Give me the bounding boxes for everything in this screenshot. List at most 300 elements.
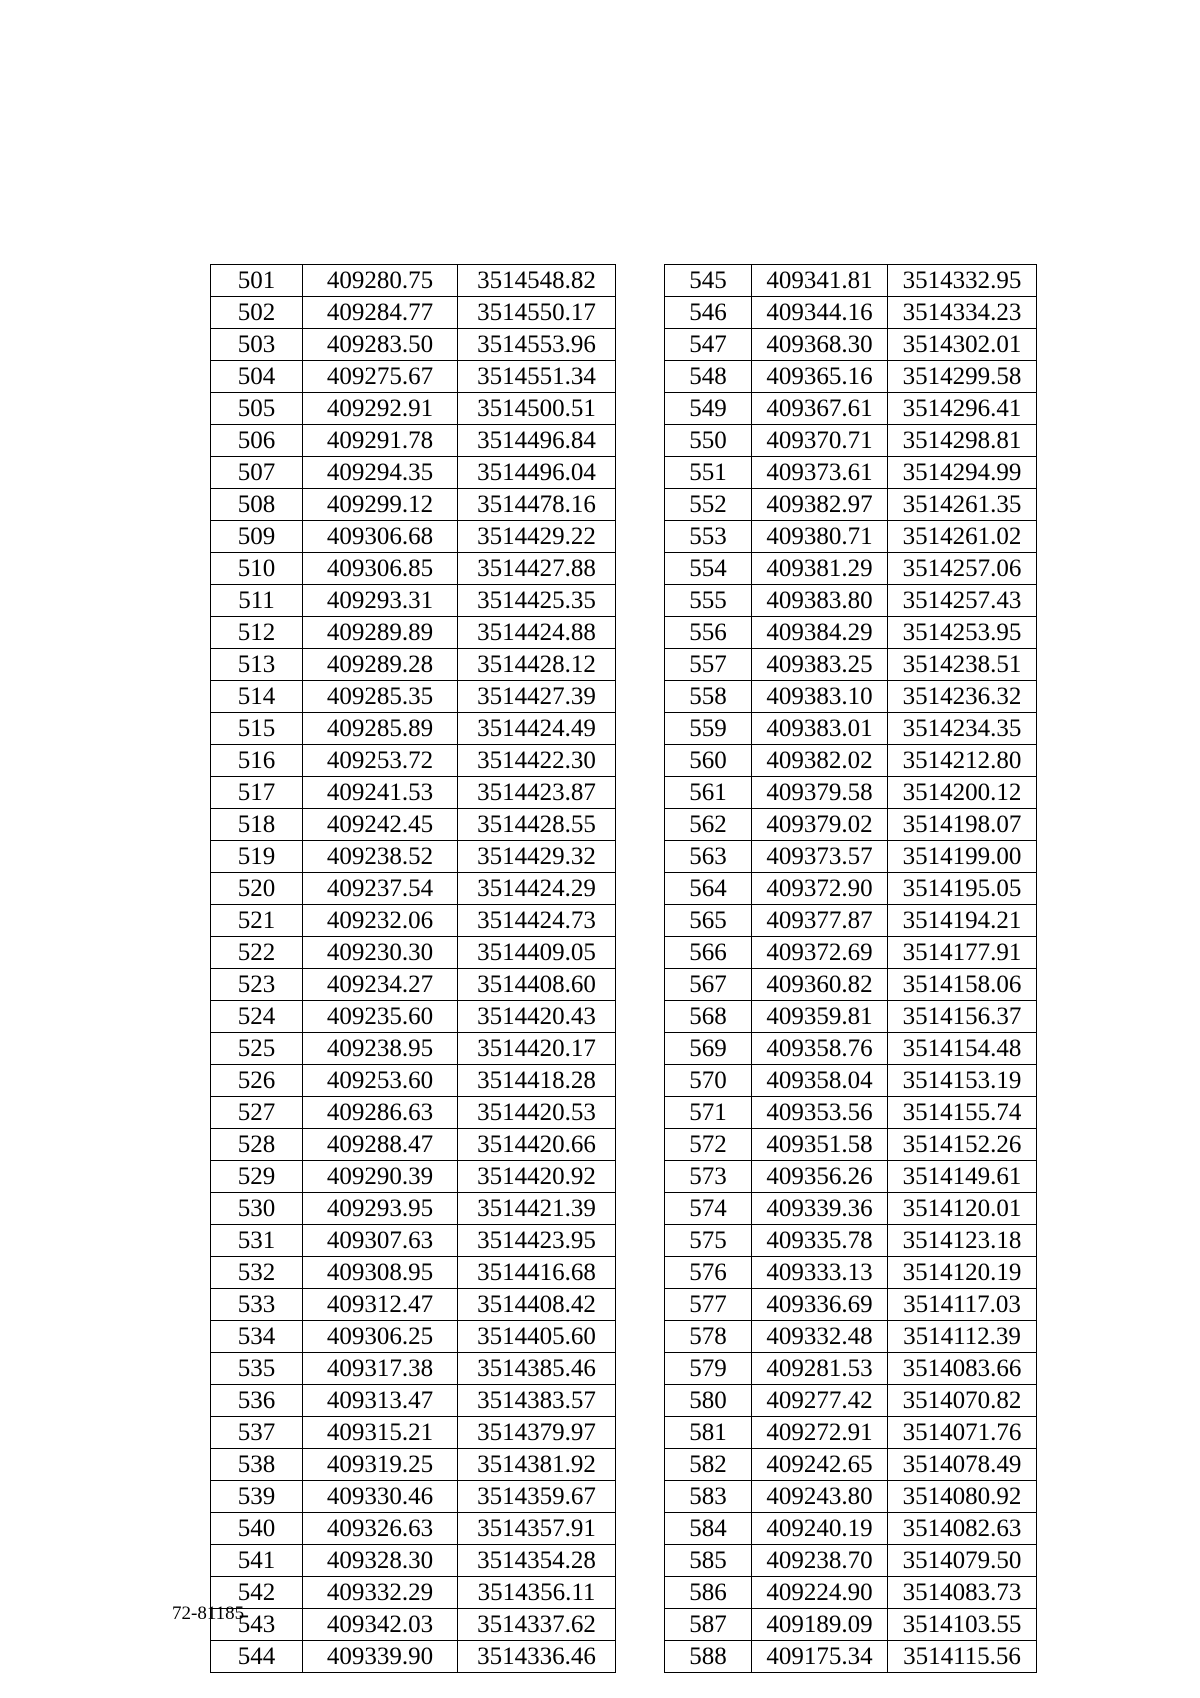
point-number-cell: 516 (211, 745, 303, 777)
x-coordinate-cell: 409341.81 (752, 265, 888, 297)
table-row (211, 457, 616, 489)
x-coordinate-cell: 409381.29 (752, 553, 888, 585)
y-coordinate-cell: 3514420.53 (458, 1097, 616, 1129)
y-coordinate-cell: 3514420.92 (458, 1161, 616, 1193)
table-row (665, 969, 1037, 1001)
x-coordinate-cell: 409315.21 (303, 1417, 458, 1449)
table-row (665, 617, 1037, 649)
y-coordinate-cell: 3514253.95 (888, 617, 1037, 649)
point-number-cell: 519 (211, 841, 303, 873)
point-number-cell: 515 (211, 713, 303, 745)
point-number-cell: 511 (211, 585, 303, 617)
point-number-cell: 559 (665, 713, 752, 745)
table-row (211, 1193, 616, 1225)
point-number-cell: 524 (211, 1001, 303, 1033)
table-row (665, 1641, 1037, 1673)
point-number-cell: 525 (211, 1033, 303, 1065)
point-number-cell: 579 (665, 1353, 752, 1385)
y-coordinate-cell: 3514383.57 (458, 1385, 616, 1417)
y-coordinate-cell: 3514195.05 (888, 873, 1037, 905)
x-coordinate-cell: 409238.95 (303, 1033, 458, 1065)
y-coordinate-cell: 3514424.49 (458, 713, 616, 745)
table-row (665, 1033, 1037, 1065)
point-number-cell: 567 (665, 969, 752, 1001)
point-number-cell: 569 (665, 1033, 752, 1065)
point-number-cell: 572 (665, 1129, 752, 1161)
y-coordinate-cell: 3514156.37 (888, 1001, 1037, 1033)
table-row (665, 489, 1037, 521)
table-row (211, 1449, 616, 1481)
x-coordinate-cell: 409382.97 (752, 489, 888, 521)
table-row (211, 1033, 616, 1065)
x-coordinate-cell: 409235.60 (303, 1001, 458, 1033)
y-coordinate-cell: 3514078.49 (888, 1449, 1037, 1481)
table-row (665, 361, 1037, 393)
x-coordinate-cell: 409289.89 (303, 617, 458, 649)
point-number-cell: 585 (665, 1545, 752, 1577)
point-number-cell: 570 (665, 1065, 752, 1097)
point-number-cell: 534 (211, 1321, 303, 1353)
point-number-cell: 531 (211, 1225, 303, 1257)
y-coordinate-cell: 3514083.73 (888, 1577, 1037, 1609)
table-row (665, 1225, 1037, 1257)
y-coordinate-cell: 3514428.12 (458, 649, 616, 681)
point-number-cell: 513 (211, 649, 303, 681)
y-coordinate-cell: 3514154.48 (888, 1033, 1037, 1065)
y-coordinate-cell: 3514261.35 (888, 489, 1037, 521)
x-coordinate-cell: 409356.26 (752, 1161, 888, 1193)
y-coordinate-cell: 3514420.17 (458, 1033, 616, 1065)
y-coordinate-cell: 3514429.32 (458, 841, 616, 873)
x-coordinate-cell: 409380.71 (752, 521, 888, 553)
y-coordinate-cell: 3514356.11 (458, 1577, 616, 1609)
x-coordinate-cell: 409384.29 (752, 617, 888, 649)
y-coordinate-cell: 3514425.35 (458, 585, 616, 617)
point-number-cell: 532 (211, 1257, 303, 1289)
x-coordinate-cell: 409353.56 (752, 1097, 888, 1129)
point-number-cell: 564 (665, 873, 752, 905)
y-coordinate-cell: 3514420.43 (458, 1001, 616, 1033)
y-coordinate-cell: 3514152.26 (888, 1129, 1037, 1161)
point-number-cell: 565 (665, 905, 752, 937)
x-coordinate-cell: 409328.30 (303, 1545, 458, 1577)
table-row (665, 1577, 1037, 1609)
table-row (211, 553, 616, 585)
point-number-cell: 581 (665, 1417, 752, 1449)
point-number-cell: 558 (665, 681, 752, 713)
table-row (211, 1417, 616, 1449)
y-coordinate-cell: 3514427.88 (458, 553, 616, 585)
table-row (211, 1481, 616, 1513)
y-coordinate-cell: 3514553.96 (458, 329, 616, 361)
y-coordinate-cell: 3514408.60 (458, 969, 616, 1001)
y-coordinate-cell: 3514149.61 (888, 1161, 1037, 1193)
point-number-cell: 521 (211, 905, 303, 937)
x-coordinate-cell: 409293.31 (303, 585, 458, 617)
y-coordinate-cell: 3514112.39 (888, 1321, 1037, 1353)
point-number-cell: 504 (211, 361, 303, 393)
point-number-cell: 518 (211, 809, 303, 841)
table-row (211, 617, 616, 649)
point-number-cell: 506 (211, 425, 303, 457)
x-coordinate-cell: 409379.58 (752, 777, 888, 809)
table-row (211, 777, 616, 809)
table-row (211, 681, 616, 713)
point-number-cell: 552 (665, 489, 752, 521)
y-coordinate-cell: 3514117.03 (888, 1289, 1037, 1321)
table-row (665, 713, 1037, 745)
y-coordinate-cell: 3514120.19 (888, 1257, 1037, 1289)
point-number-cell: 587 (665, 1609, 752, 1641)
y-coordinate-cell: 3514424.88 (458, 617, 616, 649)
point-number-cell: 537 (211, 1417, 303, 1449)
point-number-cell: 584 (665, 1513, 752, 1545)
x-coordinate-cell: 409284.77 (303, 297, 458, 329)
x-coordinate-cell: 409243.80 (752, 1481, 888, 1513)
point-number-cell: 530 (211, 1193, 303, 1225)
x-coordinate-cell: 409242.45 (303, 809, 458, 841)
x-coordinate-cell: 409365.16 (752, 361, 888, 393)
point-number-cell: 556 (665, 617, 752, 649)
x-coordinate-cell: 409370.71 (752, 425, 888, 457)
table-row (665, 1257, 1037, 1289)
x-coordinate-cell: 409293.95 (303, 1193, 458, 1225)
table-row (211, 745, 616, 777)
table-row (211, 585, 616, 617)
table-row (211, 297, 616, 329)
point-number-cell: 512 (211, 617, 303, 649)
table-row (211, 937, 616, 969)
point-number-cell: 535 (211, 1353, 303, 1385)
point-number-cell: 560 (665, 745, 752, 777)
x-coordinate-cell: 409289.28 (303, 649, 458, 681)
point-number-cell: 582 (665, 1449, 752, 1481)
point-number-cell: 510 (211, 553, 303, 585)
point-number-cell: 562 (665, 809, 752, 841)
y-coordinate-cell: 3514334.23 (888, 297, 1037, 329)
point-number-cell: 544 (211, 1641, 303, 1673)
x-coordinate-cell: 409382.02 (752, 745, 888, 777)
x-coordinate-cell: 409379.02 (752, 809, 888, 841)
y-coordinate-cell: 3514423.87 (458, 777, 616, 809)
table-row (665, 649, 1037, 681)
x-coordinate-cell: 409306.68 (303, 521, 458, 553)
x-coordinate-cell: 409241.53 (303, 777, 458, 809)
y-coordinate-cell: 3514200.12 (888, 777, 1037, 809)
point-number-cell: 526 (211, 1065, 303, 1097)
x-coordinate-cell: 409275.67 (303, 361, 458, 393)
point-number-cell: 574 (665, 1193, 752, 1225)
y-coordinate-cell: 3514177.91 (888, 937, 1037, 969)
point-number-cell: 533 (211, 1289, 303, 1321)
y-coordinate-cell: 3514158.06 (888, 969, 1037, 1001)
y-coordinate-cell: 3514261.02 (888, 521, 1037, 553)
y-coordinate-cell: 3514238.51 (888, 649, 1037, 681)
x-coordinate-cell: 409286.63 (303, 1097, 458, 1129)
table-row (665, 1545, 1037, 1577)
table-row (211, 489, 616, 521)
x-coordinate-cell: 409319.25 (303, 1449, 458, 1481)
x-coordinate-cell: 409224.90 (752, 1577, 888, 1609)
table-row (211, 841, 616, 873)
table-row (211, 425, 616, 457)
y-coordinate-cell: 3514070.82 (888, 1385, 1037, 1417)
point-number-cell: 536 (211, 1385, 303, 1417)
x-coordinate-cell: 409307.63 (303, 1225, 458, 1257)
point-number-cell: 547 (665, 329, 752, 361)
point-number-cell: 502 (211, 297, 303, 329)
y-coordinate-cell: 3514198.07 (888, 809, 1037, 841)
point-number-cell: 554 (665, 553, 752, 585)
x-coordinate-cell: 409373.57 (752, 841, 888, 873)
x-coordinate-cell: 409306.25 (303, 1321, 458, 1353)
coordinate-table-right (664, 264, 1037, 1673)
table-row (211, 329, 616, 361)
y-coordinate-cell: 3514428.55 (458, 809, 616, 841)
y-coordinate-cell: 3514234.35 (888, 713, 1037, 745)
table-row (211, 873, 616, 905)
y-coordinate-cell: 3514332.95 (888, 265, 1037, 297)
table-row (665, 297, 1037, 329)
y-coordinate-cell: 3514257.06 (888, 553, 1037, 585)
x-coordinate-cell: 409288.47 (303, 1129, 458, 1161)
point-number-cell: 514 (211, 681, 303, 713)
y-coordinate-cell: 3514194.21 (888, 905, 1037, 937)
y-coordinate-cell: 3514418.28 (458, 1065, 616, 1097)
x-coordinate-cell: 409383.01 (752, 713, 888, 745)
table-row (665, 809, 1037, 841)
table-row (665, 1065, 1037, 1097)
x-coordinate-cell: 409292.91 (303, 393, 458, 425)
x-coordinate-cell: 409285.89 (303, 713, 458, 745)
y-coordinate-cell: 3514385.46 (458, 1353, 616, 1385)
x-coordinate-cell: 409339.36 (752, 1193, 888, 1225)
table-row (211, 1225, 616, 1257)
x-coordinate-cell: 409367.61 (752, 393, 888, 425)
table-row (665, 457, 1037, 489)
table-row (665, 1321, 1037, 1353)
x-coordinate-cell: 409336.69 (752, 1289, 888, 1321)
y-coordinate-cell: 3514123.18 (888, 1225, 1037, 1257)
point-number-cell: 543 (211, 1609, 303, 1641)
table-row (665, 1161, 1037, 1193)
x-coordinate-cell: 409333.13 (752, 1257, 888, 1289)
x-coordinate-cell: 409285.35 (303, 681, 458, 713)
x-coordinate-cell: 409326.63 (303, 1513, 458, 1545)
point-number-cell: 578 (665, 1321, 752, 1353)
y-coordinate-cell: 3514120.01 (888, 1193, 1037, 1225)
x-coordinate-cell: 409335.78 (752, 1225, 888, 1257)
y-coordinate-cell: 3514302.01 (888, 329, 1037, 361)
y-coordinate-cell: 3514212.80 (888, 745, 1037, 777)
x-coordinate-cell: 409234.27 (303, 969, 458, 1001)
x-coordinate-cell: 409317.38 (303, 1353, 458, 1385)
table-row (665, 777, 1037, 809)
point-number-cell: 542 (211, 1577, 303, 1609)
x-coordinate-cell: 409299.12 (303, 489, 458, 521)
y-coordinate-cell: 3514421.39 (458, 1193, 616, 1225)
x-coordinate-cell: 409339.90 (303, 1641, 458, 1673)
x-coordinate-cell: 409253.72 (303, 745, 458, 777)
table-row (211, 649, 616, 681)
table-row (665, 1001, 1037, 1033)
point-number-cell: 508 (211, 489, 303, 521)
x-coordinate-cell: 409237.54 (303, 873, 458, 905)
x-coordinate-cell: 409272.91 (752, 1417, 888, 1449)
coordinate-table-left (210, 264, 616, 1673)
table-row (665, 873, 1037, 905)
y-coordinate-cell: 3514551.34 (458, 361, 616, 393)
x-coordinate-cell: 409283.50 (303, 329, 458, 361)
x-coordinate-cell: 409383.25 (752, 649, 888, 681)
x-coordinate-cell: 409344.16 (752, 297, 888, 329)
table-row (211, 1065, 616, 1097)
y-coordinate-cell: 3514080.92 (888, 1481, 1037, 1513)
x-coordinate-cell: 409372.69 (752, 937, 888, 969)
point-number-cell: 575 (665, 1225, 752, 1257)
table-row (665, 1449, 1037, 1481)
y-coordinate-cell: 3514416.68 (458, 1257, 616, 1289)
y-coordinate-cell: 3514496.04 (458, 457, 616, 489)
point-number-cell: 527 (211, 1097, 303, 1129)
point-number-cell: 523 (211, 969, 303, 1001)
point-number-cell: 548 (665, 361, 752, 393)
table-row (665, 329, 1037, 361)
x-coordinate-cell: 409377.87 (752, 905, 888, 937)
table-row (211, 809, 616, 841)
point-number-cell: 555 (665, 585, 752, 617)
table-row (665, 937, 1037, 969)
x-coordinate-cell: 409372.90 (752, 873, 888, 905)
table-row (665, 745, 1037, 777)
point-number-cell: 580 (665, 1385, 752, 1417)
y-coordinate-cell: 3514405.60 (458, 1321, 616, 1353)
y-coordinate-cell: 3514359.67 (458, 1481, 616, 1513)
point-number-cell: 557 (665, 649, 752, 681)
x-coordinate-cell: 409280.75 (303, 265, 458, 297)
y-coordinate-cell: 3514478.16 (458, 489, 616, 521)
point-number-cell: 509 (211, 521, 303, 553)
y-coordinate-cell: 3514496.84 (458, 425, 616, 457)
x-coordinate-cell: 409230.30 (303, 937, 458, 969)
point-number-cell: 588 (665, 1641, 752, 1673)
table-row (665, 1353, 1037, 1385)
table-row (211, 1001, 616, 1033)
x-coordinate-cell: 409313.47 (303, 1385, 458, 1417)
point-number-cell: 517 (211, 777, 303, 809)
x-coordinate-cell: 409358.04 (752, 1065, 888, 1097)
x-coordinate-cell: 409360.82 (752, 969, 888, 1001)
y-coordinate-cell: 3514354.28 (458, 1545, 616, 1577)
y-coordinate-cell: 3514155.74 (888, 1097, 1037, 1129)
y-coordinate-cell: 3514103.55 (888, 1609, 1037, 1641)
point-number-cell: 505 (211, 393, 303, 425)
x-coordinate-cell: 409175.34 (752, 1641, 888, 1673)
x-coordinate-cell: 409189.09 (752, 1609, 888, 1641)
y-coordinate-cell: 3514257.43 (888, 585, 1037, 617)
point-number-cell: 550 (665, 425, 752, 457)
table-row (665, 265, 1037, 297)
table-row (665, 905, 1037, 937)
x-coordinate-cell: 409232.06 (303, 905, 458, 937)
y-coordinate-cell: 3514236.32 (888, 681, 1037, 713)
table-row (665, 1513, 1037, 1545)
x-coordinate-cell: 409291.78 (303, 425, 458, 457)
table-row (211, 1513, 616, 1545)
x-coordinate-cell: 409368.30 (752, 329, 888, 361)
y-coordinate-cell: 3514550.17 (458, 297, 616, 329)
point-number-cell: 583 (665, 1481, 752, 1513)
y-coordinate-cell: 3514500.51 (458, 393, 616, 425)
y-coordinate-cell: 3514337.62 (458, 1609, 616, 1641)
point-number-cell: 501 (211, 265, 303, 297)
point-number-cell: 520 (211, 873, 303, 905)
x-coordinate-cell: 409281.53 (752, 1353, 888, 1385)
point-number-cell: 573 (665, 1161, 752, 1193)
y-coordinate-cell: 3514381.92 (458, 1449, 616, 1481)
point-number-cell: 538 (211, 1449, 303, 1481)
point-number-cell: 528 (211, 1129, 303, 1161)
y-coordinate-cell: 3514427.39 (458, 681, 616, 713)
y-coordinate-cell: 3514336.46 (458, 1641, 616, 1673)
x-coordinate-cell: 409373.61 (752, 457, 888, 489)
table-row (665, 1481, 1037, 1513)
point-number-cell: 551 (665, 457, 752, 489)
point-number-cell: 563 (665, 841, 752, 873)
point-number-cell: 577 (665, 1289, 752, 1321)
table-row (665, 393, 1037, 425)
point-number-cell: 545 (665, 265, 752, 297)
table-row (211, 905, 616, 937)
x-coordinate-cell: 409359.81 (752, 1001, 888, 1033)
x-coordinate-cell: 409238.70 (752, 1545, 888, 1577)
x-coordinate-cell: 409332.29 (303, 1577, 458, 1609)
y-coordinate-cell: 3514429.22 (458, 521, 616, 553)
y-coordinate-cell: 3514115.56 (888, 1641, 1037, 1673)
table-row (211, 969, 616, 1001)
coordinate-table-left-body (211, 265, 616, 1673)
table-row (211, 521, 616, 553)
x-coordinate-cell: 409277.42 (752, 1385, 888, 1417)
x-coordinate-cell: 409312.47 (303, 1289, 458, 1321)
y-coordinate-cell: 3514199.00 (888, 841, 1037, 873)
y-coordinate-cell: 3514083.66 (888, 1353, 1037, 1385)
table-row (211, 1353, 616, 1385)
point-number-cell: 539 (211, 1481, 303, 1513)
table-row (665, 1193, 1037, 1225)
point-number-cell: 561 (665, 777, 752, 809)
y-coordinate-cell: 3514420.66 (458, 1129, 616, 1161)
point-number-cell: 546 (665, 297, 752, 329)
x-coordinate-cell: 409308.95 (303, 1257, 458, 1289)
table-row (665, 425, 1037, 457)
y-coordinate-cell: 3514424.73 (458, 905, 616, 937)
table-row (211, 1257, 616, 1289)
table-row (665, 841, 1037, 873)
point-number-cell: 566 (665, 937, 752, 969)
x-coordinate-cell: 409294.35 (303, 457, 458, 489)
point-number-cell: 503 (211, 329, 303, 361)
x-coordinate-cell: 409242.65 (752, 1449, 888, 1481)
point-number-cell: 576 (665, 1257, 752, 1289)
y-coordinate-cell: 3514422.30 (458, 745, 616, 777)
x-coordinate-cell: 409306.85 (303, 553, 458, 585)
table-row (211, 393, 616, 425)
table-row (211, 713, 616, 745)
y-coordinate-cell: 3514294.99 (888, 457, 1037, 489)
table-row (665, 681, 1037, 713)
x-coordinate-cell: 409330.46 (303, 1481, 458, 1513)
